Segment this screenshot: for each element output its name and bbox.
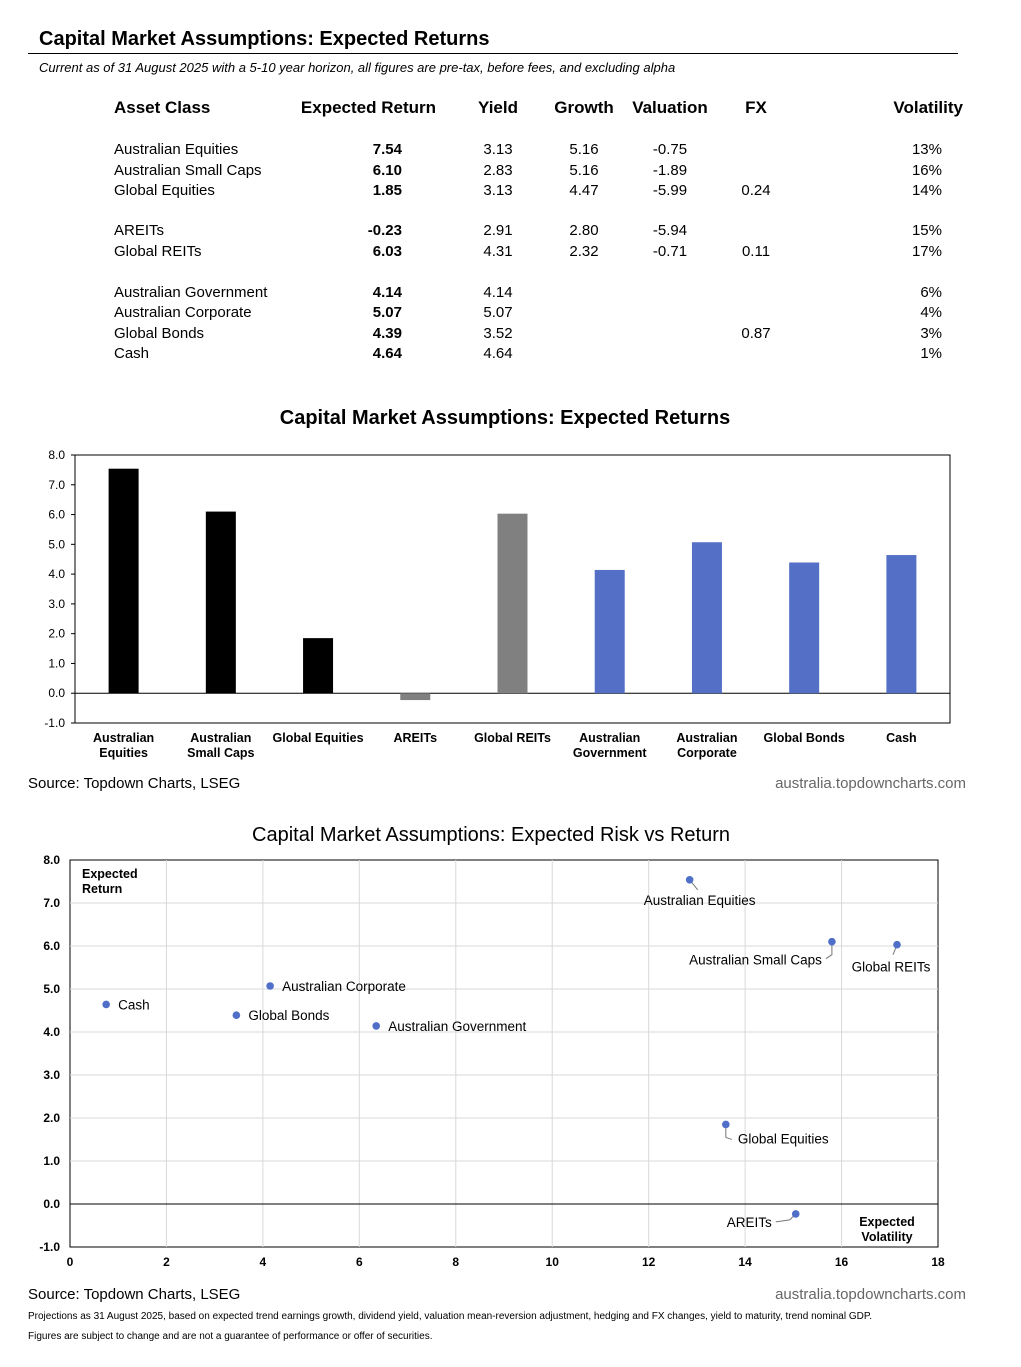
x-tick-label: 8 <box>452 1255 460 1269</box>
footnote-projections: Projections as 31 August 2025, based on expected trend earnings growth, dividend yield, valuation mean-reversion adjustment, hedging and FX changes, yield to maturity, trend nominal GDP. <box>28 1311 873 1322</box>
x-tick-label: Australian <box>579 731 641 745</box>
x-tick-label: Australian <box>190 731 252 745</box>
y-tick-label: 3.0 <box>43 1068 60 1082</box>
y-axis-title: Expected <box>82 867 138 881</box>
col-header-expected-return: Expected Return <box>300 98 436 117</box>
bar-chart-title: Capital Market Assumptions: Expected Returns <box>279 407 731 429</box>
cell-expected-return: 4.39 <box>372 325 402 342</box>
point-label: Cash <box>118 997 150 1013</box>
y-tick-label: 6.0 <box>43 939 60 953</box>
cell-valuation: -5.99 <box>652 182 688 199</box>
x-tick-label: 18 <box>931 1255 945 1269</box>
x-tick-label: 0 <box>66 1255 74 1269</box>
cell-volatility: 16% <box>911 162 942 179</box>
x-tick-label: 12 <box>641 1255 656 1269</box>
cell-yield: 5.07 <box>483 304 513 321</box>
cell-valuation: -0.75 <box>652 141 688 158</box>
x-tick-label: Corporate <box>677 746 737 760</box>
bar <box>400 693 430 700</box>
site-label: australia.topdowncharts.com <box>775 775 966 792</box>
scatter-point <box>792 1210 800 1218</box>
bar <box>206 512 236 694</box>
cell-yield: 4.31 <box>483 243 513 260</box>
y-tick-label: 6.0 <box>48 507 65 522</box>
plot-frame <box>70 860 938 1247</box>
cell-asset: Australian Equities <box>114 141 239 158</box>
bar <box>789 562 819 693</box>
cell-yield: 4.64 <box>483 345 513 362</box>
point-label: Australian Equities <box>643 892 756 908</box>
cell-expected-return: 7.54 <box>372 141 402 158</box>
cell-asset: Australian Small Caps <box>114 162 262 179</box>
cell-valuation: -0.71 <box>652 243 688 260</box>
source-label: Source: Topdown Charts, LSEG <box>28 775 241 792</box>
cell-asset: Global Bonds <box>114 325 205 342</box>
y-tick-label: 4.0 <box>43 1025 60 1039</box>
bar <box>303 638 333 693</box>
cell-asset: Global Equities <box>114 182 215 199</box>
x-tick-label: Cash <box>886 731 917 745</box>
col-header-volatility: Volatility <box>893 98 963 117</box>
col-header-asset: Asset Class <box>114 98 211 117</box>
cell-growth: 4.47 <box>569 182 599 199</box>
cell-volatility: 15% <box>911 222 942 239</box>
x-tick-label: 14 <box>738 1255 752 1269</box>
cell-valuation: -1.89 <box>652 162 688 179</box>
cell-yield: 2.91 <box>483 222 513 239</box>
cell-expected-return: 5.07 <box>372 304 402 321</box>
bar <box>109 469 139 694</box>
cell-yield: 3.13 <box>483 141 513 158</box>
x-tick-label: 4 <box>259 1255 267 1269</box>
col-header-growth: Growth <box>554 98 614 117</box>
x-tick-label: Global REITs <box>474 731 551 745</box>
cell-asset: Australian Corporate <box>114 304 252 321</box>
y-tick-label: 8.0 <box>48 448 65 462</box>
x-axis-title: Expected <box>859 1215 915 1229</box>
point-label: Global REITs <box>851 959 931 975</box>
cell-volatility: 6% <box>920 284 942 301</box>
x-tick-label: Small Caps <box>187 746 255 760</box>
bar <box>886 555 916 693</box>
expected-returns-bar-chart <box>0 440 1021 770</box>
col-header-fx: FX <box>745 98 767 117</box>
page-title: Capital Market Assumptions: Expected Returns <box>39 28 490 50</box>
cell-volatility: 13% <box>911 141 942 158</box>
point-label: Australian Small Caps <box>689 952 822 968</box>
y-axis-title: Return <box>82 882 123 896</box>
cell-volatility: 14% <box>911 182 942 199</box>
cell-expected-return: 4.14 <box>372 284 402 301</box>
x-tick-label: Global Bonds <box>763 731 845 745</box>
point-label: Global Bonds <box>248 1008 330 1024</box>
y-tick-label: 4.0 <box>48 567 65 582</box>
y-tick-label: 2.0 <box>43 1111 60 1125</box>
scatter-point <box>266 982 274 990</box>
cell-growth: 2.80 <box>569 222 599 239</box>
x-tick-label: Australian <box>676 731 738 745</box>
cell-asset: Cash <box>114 345 150 362</box>
x-tick-label: 6 <box>355 1255 363 1269</box>
cell-yield: 4.14 <box>483 284 513 301</box>
scatter-point <box>893 941 901 949</box>
cell-expected-return: 4.64 <box>372 345 402 362</box>
point-label: AREITs <box>726 1214 772 1230</box>
scatter-chart-title: Capital Market Assumptions: Expected Risk vs Return <box>252 824 730 846</box>
cell-expected-return: 6.10 <box>372 162 402 179</box>
col-header-valuation: Valuation <box>632 98 708 117</box>
cell-yield: 2.83 <box>483 162 513 179</box>
y-tick-label: -1.0 <box>39 1240 60 1254</box>
footnote-disclaimer: Figures are subject to change and are not a guarantee of performance or offer of securities. <box>28 1331 433 1342</box>
scatter-point <box>828 938 836 946</box>
y-tick-label: 8.0 <box>43 853 60 867</box>
y-tick-label: 1.0 <box>43 1154 60 1168</box>
x-tick-label: 16 <box>834 1255 849 1269</box>
cell-yield: 3.13 <box>483 182 513 199</box>
x-tick-label: Equities <box>99 746 148 760</box>
site-label: australia.topdowncharts.com <box>775 1286 966 1303</box>
point-label: Australian Corporate <box>282 978 406 994</box>
x-tick-label: 2 <box>163 1255 170 1269</box>
cell-growth: 5.16 <box>569 141 599 158</box>
scatter-point <box>233 1011 241 1019</box>
cell-fx: 0.87 <box>741 325 771 342</box>
cell-volatility: 17% <box>911 243 942 260</box>
cell-growth: 5.16 <box>569 162 599 179</box>
bar <box>498 514 528 694</box>
x-tick-label: Government <box>572 746 647 760</box>
point-label: Australian Government <box>388 1018 527 1034</box>
x-tick-label: Global Equities <box>272 731 364 745</box>
cell-asset: Global REITs <box>114 243 202 260</box>
x-tick-label: 10 <box>545 1255 559 1269</box>
title-divider <box>28 53 958 54</box>
x-axis-title: Volatility <box>861 1230 913 1244</box>
cell-fx: 0.11 <box>741 243 771 260</box>
cell-expected-return: 1.85 <box>372 182 402 199</box>
y-tick-label: 5.0 <box>48 537 65 552</box>
cell-volatility: 1% <box>920 345 942 362</box>
scatter-point <box>686 876 694 884</box>
x-tick-label: Australian <box>93 731 155 745</box>
cell-valuation: -5.94 <box>652 222 688 239</box>
page-subtitle: Current as of 31 August 2025 with a 5-10 year horizon, all figures are pre-tax, before fees, and excluding alpha <box>39 60 676 75</box>
risk-return-scatter-chart <box>0 850 1021 1275</box>
scatter-point <box>102 1001 110 1009</box>
cell-volatility: 3% <box>920 325 942 342</box>
cell-volatility: 4% <box>920 304 942 321</box>
col-header-yield: Yield <box>478 98 518 117</box>
bar <box>595 570 625 693</box>
scatter-point <box>372 1022 380 1030</box>
cell-expected-return: -0.23 <box>367 222 402 239</box>
point-label: Global Equities <box>737 1131 829 1147</box>
cell-asset: AREITs <box>114 222 165 239</box>
cell-yield: 3.52 <box>483 325 513 342</box>
y-tick-label: 2.0 <box>48 626 65 641</box>
cell-asset: Australian Government <box>114 284 268 301</box>
y-tick-label: 0.0 <box>43 1197 60 1211</box>
bar <box>692 542 722 693</box>
y-tick-label: 1.0 <box>48 656 65 671</box>
source-label: Source: Topdown Charts, LSEG <box>28 1286 241 1303</box>
y-tick-label: 7.0 <box>48 477 65 492</box>
cell-expected-return: 6.03 <box>372 243 402 260</box>
y-tick-label: 7.0 <box>43 896 60 910</box>
x-tick-label: AREITs <box>393 731 438 745</box>
y-tick-label: -1.0 <box>44 716 65 730</box>
cell-fx: 0.24 <box>741 182 771 199</box>
y-tick-label: 0.0 <box>48 686 65 701</box>
cell-growth: 2.32 <box>569 243 599 260</box>
y-tick-label: 5.0 <box>43 982 60 996</box>
y-tick-label: 3.0 <box>48 596 65 611</box>
scatter-point <box>722 1121 730 1129</box>
